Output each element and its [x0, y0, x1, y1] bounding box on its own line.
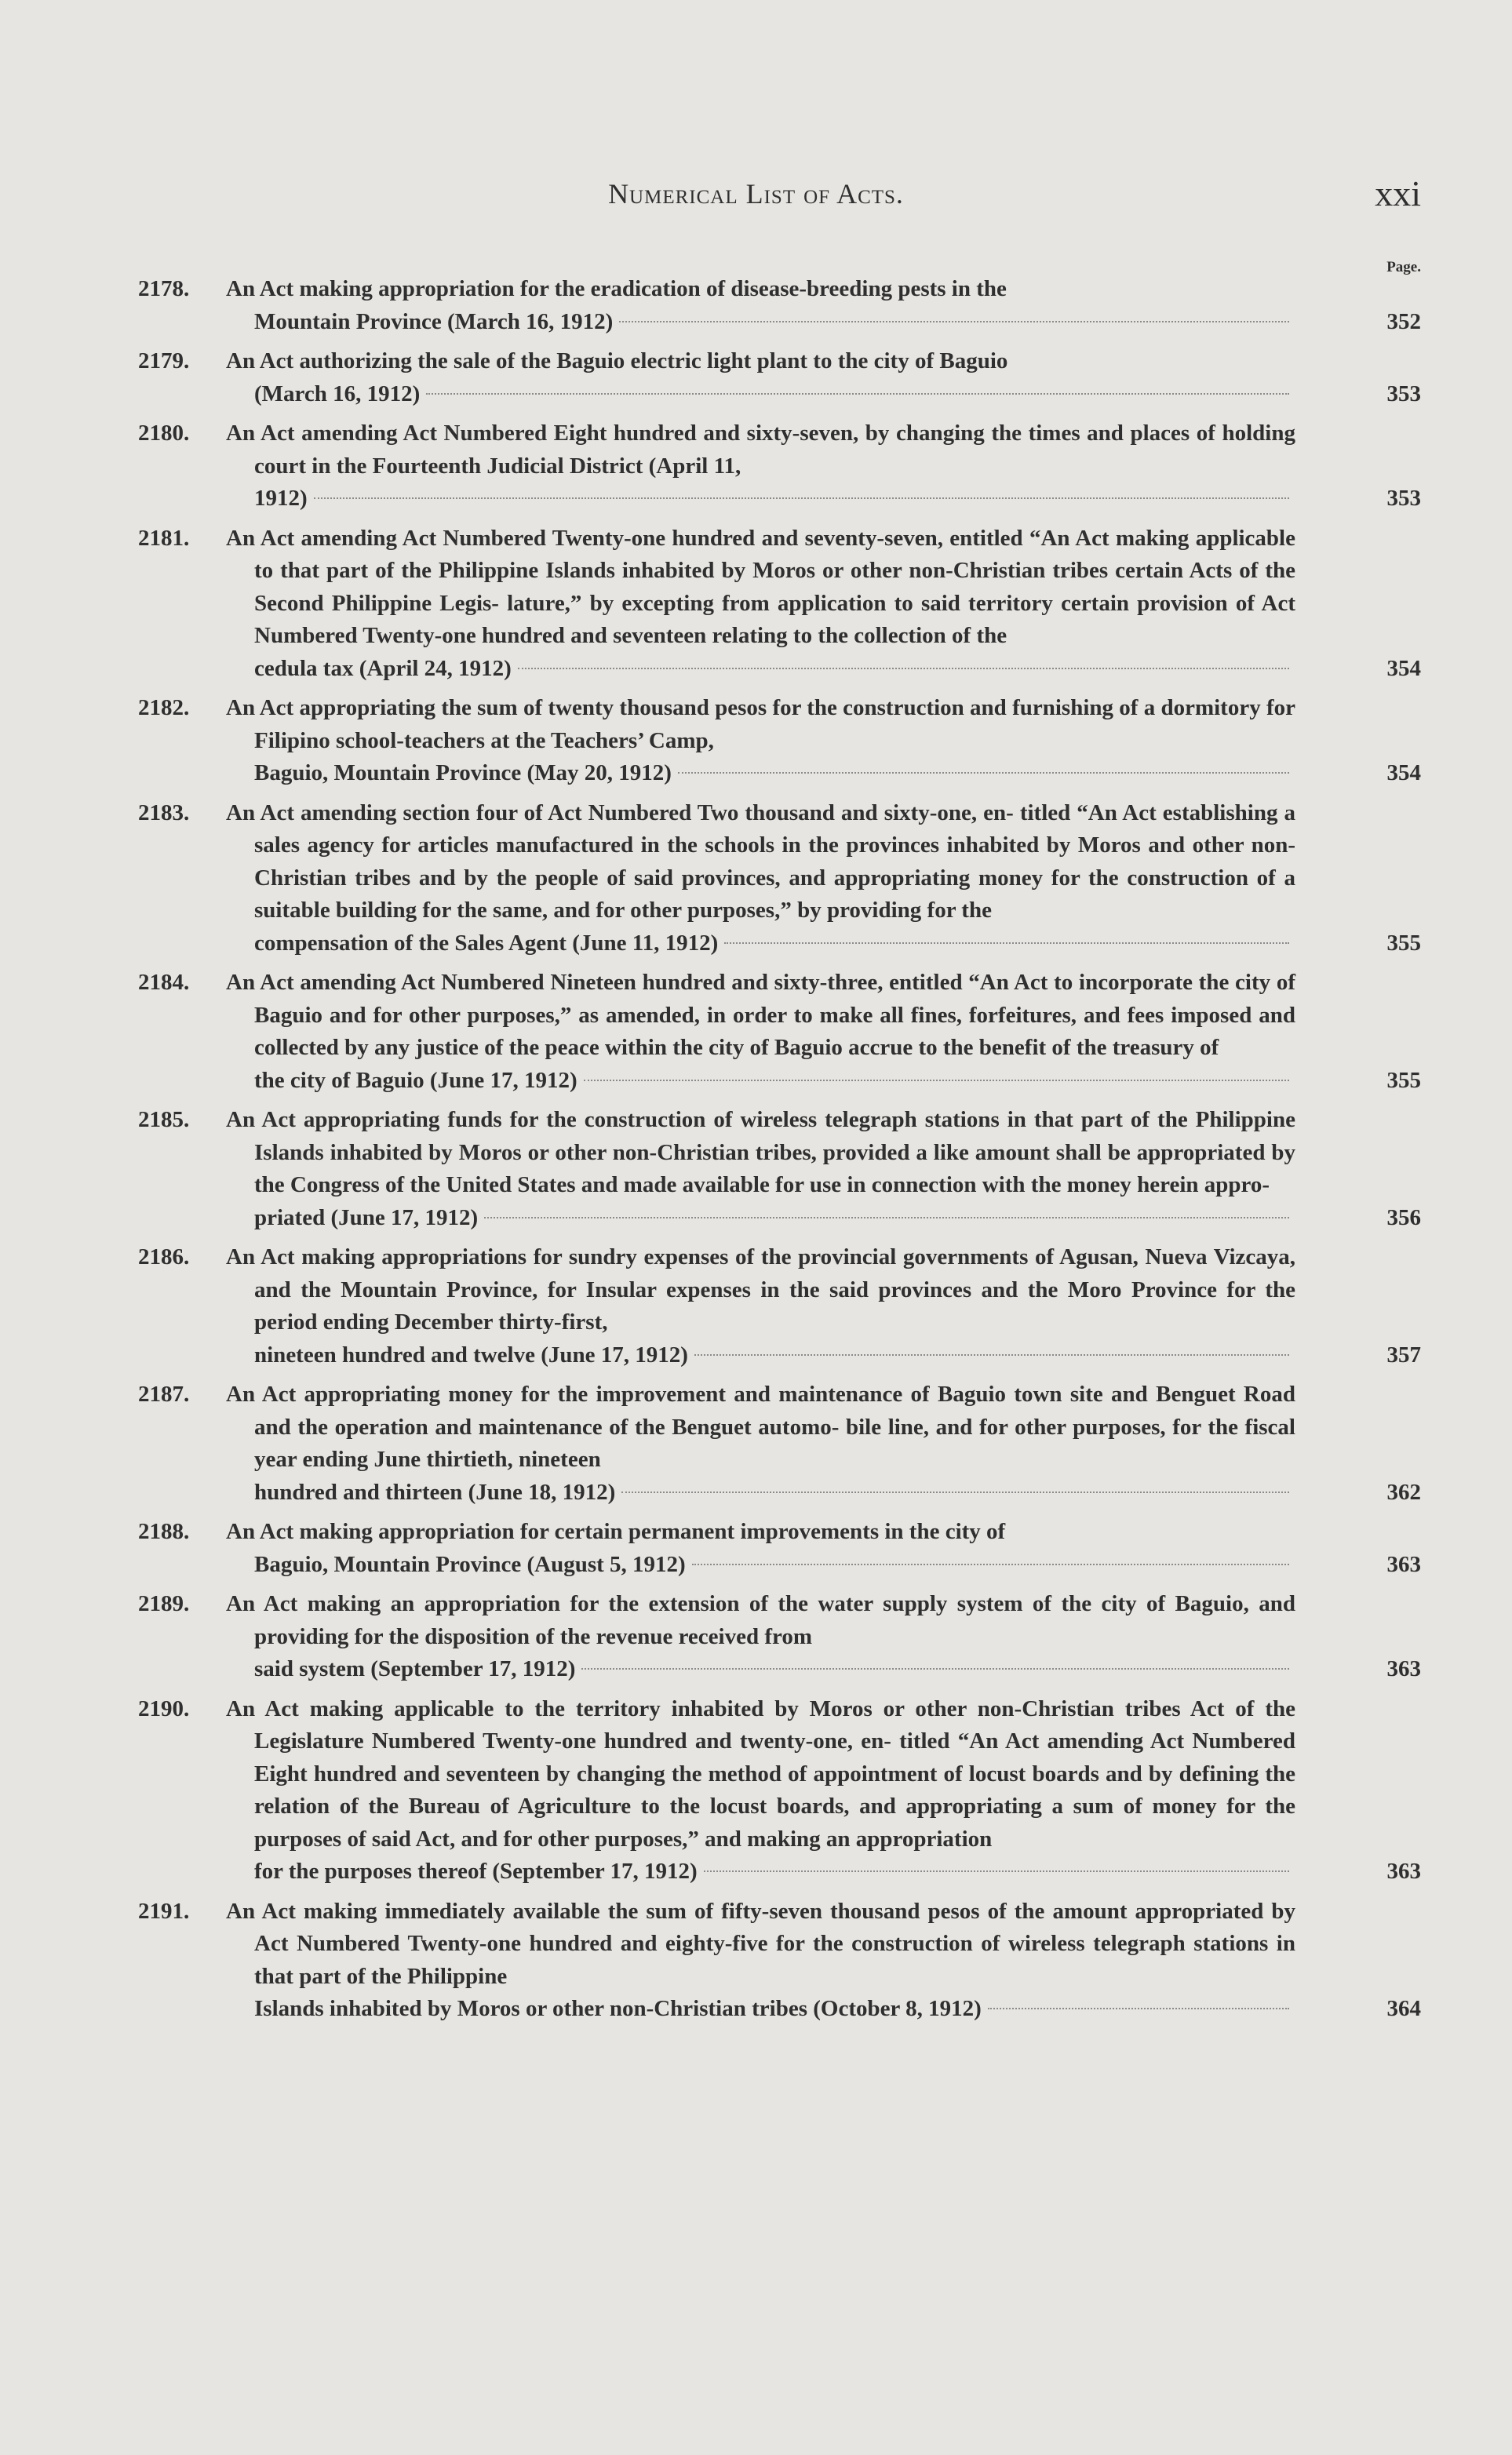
act-entry — [138, 1516, 1421, 1581]
dot-leader — [619, 321, 1289, 322]
dot-leader — [518, 668, 1289, 669]
act-text-line: An Act making appropriation for certain permanent improvements in the city of — [226, 1519, 1006, 1544]
act-number: 2181. — [138, 525, 190, 551]
act-page-number: 355 — [1386, 1067, 1421, 1093]
dot-leader — [694, 1354, 1289, 1356]
act-text-line: site and Benguet Road and the operation and maintenance of the Benguet automo- — [254, 1382, 1295, 1440]
dot-leader — [704, 1870, 1289, 1872]
act-entry — [138, 797, 1421, 960]
act-text-final-line: Baguio, Mountain Province (May 20, 1912) — [254, 760, 672, 785]
act-text-line: Bureau of Agriculture to the locust boards, and appropriating a sum of money for — [408, 1794, 1266, 1819]
act-text-final-line: for the purposes thereof (September 17, 1912) — [254, 1859, 698, 1884]
act-entry — [138, 417, 1421, 515]
dot-leader — [724, 942, 1289, 944]
act-description — [226, 273, 1421, 338]
dot-leader — [584, 1080, 1289, 1081]
dot-leader — [314, 497, 1289, 499]
act-text-line: An Act appropriating the sum of twenty thousand pesos for the construction and — [226, 695, 1013, 720]
act-text-line: “An Act making applicable to that part of the Philippine Islands inhabited by — [254, 525, 1295, 583]
act-text-line: States and made available for use in connection with the money herein appro- — [517, 1172, 1270, 1197]
page-title: Numerical List of Acts. — [608, 178, 904, 209]
act-text-line: the purposes of said Act, and for other purposes,” and making an appropriation — [254, 1794, 1295, 1852]
dot-leader — [426, 393, 1289, 395]
act-text-line: times and places of holding court in the Fourteenth Judicial District (April 11, — [254, 421, 1295, 479]
act-number: 2186. — [138, 1244, 190, 1269]
act-text-line: the city of Baguio, and providing for the disposition of the revenue received from — [254, 1591, 1295, 1649]
act-text-line: furnishing of a dormitory for Filipino school-teachers at the Teachers’ Camp, — [254, 695, 1295, 753]
act-description — [226, 1241, 1421, 1371]
act-text-line: An Act making applicable to the territory inhabited by Moros or other non-Christian — [226, 1696, 1125, 1721]
act-text-line: tribes Act of the Legislature Numbered Twenty-one hundred and twenty-one, en- — [254, 1696, 1295, 1754]
dot-leader — [678, 772, 1289, 774]
act-text-final-line: Mountain Province (March 16, 1912) — [254, 308, 614, 334]
act-page-number: 363 — [1386, 1859, 1421, 1884]
act-description — [226, 1104, 1421, 1234]
act-text-final-line: hundred and thirteen (June 18, 1912) — [254, 1479, 616, 1505]
act-text-line: An Act making an appropriation for the extension of the water supply system of — [226, 1591, 1062, 1616]
act-entry — [138, 523, 1421, 686]
act-page-number: 354 — [1386, 760, 1421, 785]
act-number: 2183. — [138, 800, 190, 825]
act-text-final-line: nineteen hundred and twelve (June 17, 1912) — [254, 1342, 688, 1368]
act-text-line: An Act making immediately available the sum of fifty-seven thousand pesos of the — [226, 1898, 1053, 1924]
act-text-final-line: priated (June 17, 1912) — [254, 1204, 479, 1230]
act-text-line: An Act authorizing the sale of the Baguio electric light plant to the city of Baguio — [226, 348, 1008, 373]
act-text-line: tribes, provided a like amount shall be appropriated by the Congress of the United — [254, 1139, 1295, 1197]
act-text-line: the construction of wireless telegraph stations in that part of the Philippine — [254, 1931, 1295, 1989]
act-page-number: 352 — [1386, 308, 1421, 334]
act-text-final-line: said system (September 17, 1912) — [254, 1656, 576, 1681]
act-page-number: 353 — [1386, 486, 1421, 511]
act-entry — [138, 1693, 1421, 1889]
act-description — [226, 417, 1421, 515]
page-number: xxi — [1375, 173, 1421, 213]
act-text-line: said provinces and the Moro Province for the period ending December thirty-first, — [254, 1277, 1295, 1335]
act-page-number: 354 — [1386, 655, 1421, 681]
act-text-line: order to make all fines, forfeitures, and fees imposed and collected by any justice — [254, 1002, 1295, 1060]
act-text-line: An Act making appropriations for sundry expenses of the provincial governments of — [226, 1244, 1060, 1269]
page-header — [0, 173, 1512, 224]
act-page-number: 362 — [1386, 1479, 1421, 1505]
dot-leader — [988, 2008, 1289, 2009]
act-text-line: An Act amending Act Numbered Twenty-one hundred and seventy-seven, entitled — [226, 525, 1029, 551]
act-text-line: amount appropriated by Act Numbered Twenty-one hundred and eighty-five for — [254, 1898, 1295, 1956]
act-text-line: Moros or other non-Christian tribes certain Acts of the Second Philippine Legis- — [254, 558, 1295, 616]
act-text-line: in the provinces inhabited by Moros and other non-Christian tribes and by the — [254, 832, 1295, 891]
act-text-line: the method of appointment of locust boards and by defining the relation of the — [254, 1761, 1295, 1819]
act-description — [226, 1896, 1421, 2026]
act-text-line: people of said provinces, and appropriating money for the construction of a — [534, 865, 1295, 891]
act-description — [226, 1516, 1421, 1581]
page-column-label: Page. — [1386, 259, 1421, 275]
act-text-line: titled “An Act establishing a sales agency for articles manufactured in the schools — [254, 800, 1296, 858]
act-description — [226, 345, 1421, 410]
act-text-line: Act to incorporate the city of Baguio and for other purposes,” as amended, in — [254, 970, 1295, 1028]
act-page-number: 363 — [1386, 1656, 1421, 1681]
act-description — [226, 523, 1421, 686]
act-text-line: An Act amending section four of Act Numbered Two thousand and sixty-one, en- — [226, 800, 1020, 825]
act-text-line: An Act amending Act Numbered Nineteen hundred and sixty-three, entitled “An — [226, 970, 1014, 995]
act-number: 2185. — [138, 1107, 190, 1132]
act-page-number: 355 — [1386, 930, 1421, 956]
act-entry — [138, 345, 1421, 410]
act-entry — [138, 692, 1421, 790]
act-description — [226, 1379, 1421, 1509]
act-text-line: An Act appropriating funds for the construction of wireless telegraph stations in — [226, 1107, 1034, 1132]
act-number: 2182. — [138, 695, 190, 720]
act-entry — [138, 1104, 1421, 1234]
act-entry — [138, 273, 1421, 338]
act-text-line: Numbered Twenty-one hundred and seventeen relating to the collection of the — [254, 623, 1007, 648]
act-entry — [138, 1588, 1421, 1686]
act-number: 2184. — [138, 970, 190, 995]
act-text-final-line: (March 16, 1912) — [254, 381, 421, 406]
act-entry — [138, 1896, 1421, 2026]
dot-leader — [484, 1217, 1289, 1218]
act-text-line: titled “An Act amending Act Numbered Eight hundred and seventeen by changing — [254, 1728, 1296, 1787]
dot-leader — [621, 1492, 1289, 1493]
act-entry — [138, 1379, 1421, 1509]
dot-leader — [692, 1564, 1289, 1565]
act-text-line: An Act amending Act Numbered Eight hundred and sixty-seven, by changing the — [226, 421, 1029, 446]
dot-leader — [581, 1668, 1289, 1670]
act-page-number: 364 — [1386, 1996, 1421, 2021]
act-number: 2188. — [138, 1519, 190, 1544]
act-number: 2190. — [138, 1696, 190, 1721]
act-text-line: Agusan, Nueva Vizcaya, and the Mountain Province, for Insular expenses in the — [254, 1244, 1295, 1302]
act-text-final-line: 1912) — [254, 486, 308, 511]
act-number: 2189. — [138, 1591, 190, 1616]
act-text-line: of the peace within the city of Baguio accrue to the benefit of the treasury of — [484, 1035, 1219, 1060]
act-description — [226, 692, 1421, 790]
act-text-final-line: the city of Baguio (June 17, 1912) — [254, 1067, 577, 1093]
act-text-final-line: Baguio, Mountain Province (August 5, 1912) — [254, 1551, 686, 1577]
act-number: 2178. — [138, 276, 190, 301]
act-page-number: 363 — [1386, 1551, 1421, 1577]
act-text-line: An Act making appropriation for the eradication of disease-breeding pests in the — [226, 276, 1007, 301]
acts-list — [138, 273, 1421, 2033]
act-text-line: An Act appropriating money for the improvement and maintenance of Baguio town — [226, 1382, 1070, 1407]
act-number: 2187. — [138, 1382, 190, 1407]
act-text-line: lature,” by excepting from application to said territory certain provision of Act — [507, 590, 1295, 616]
act-description — [226, 967, 1421, 1097]
act-number: 2179. — [138, 348, 190, 373]
act-description — [226, 1693, 1421, 1889]
act-entry — [138, 1241, 1421, 1371]
act-text-line: bile line, and for other purposes, for the fiscal year ending June thirtieth, nineteen — [254, 1414, 1295, 1472]
act-page-number: 357 — [1386, 1342, 1421, 1368]
act-number: 2180. — [138, 421, 190, 446]
act-text-line: suitable building for the same, and for other purposes,” by providing for the — [254, 898, 992, 923]
act-text-line: that part of the Philippine Islands inhabited by Moros or other non-Christian — [254, 1107, 1295, 1165]
act-number: 2191. — [138, 1898, 190, 1924]
act-text-final-line: Islands inhabited by Moros or other non-Christian tribes (October 8, 1912) — [254, 1996, 982, 2021]
act-text-final-line: compensation of the Sales Agent (June 11, 1912) — [254, 930, 719, 956]
act-entry — [138, 967, 1421, 1097]
act-page-number: 356 — [1386, 1204, 1421, 1230]
act-description — [226, 1588, 1421, 1686]
act-page-number: 353 — [1386, 381, 1421, 406]
act-text-final-line: cedula tax (April 24, 1912) — [254, 655, 512, 681]
act-description — [226, 797, 1421, 960]
